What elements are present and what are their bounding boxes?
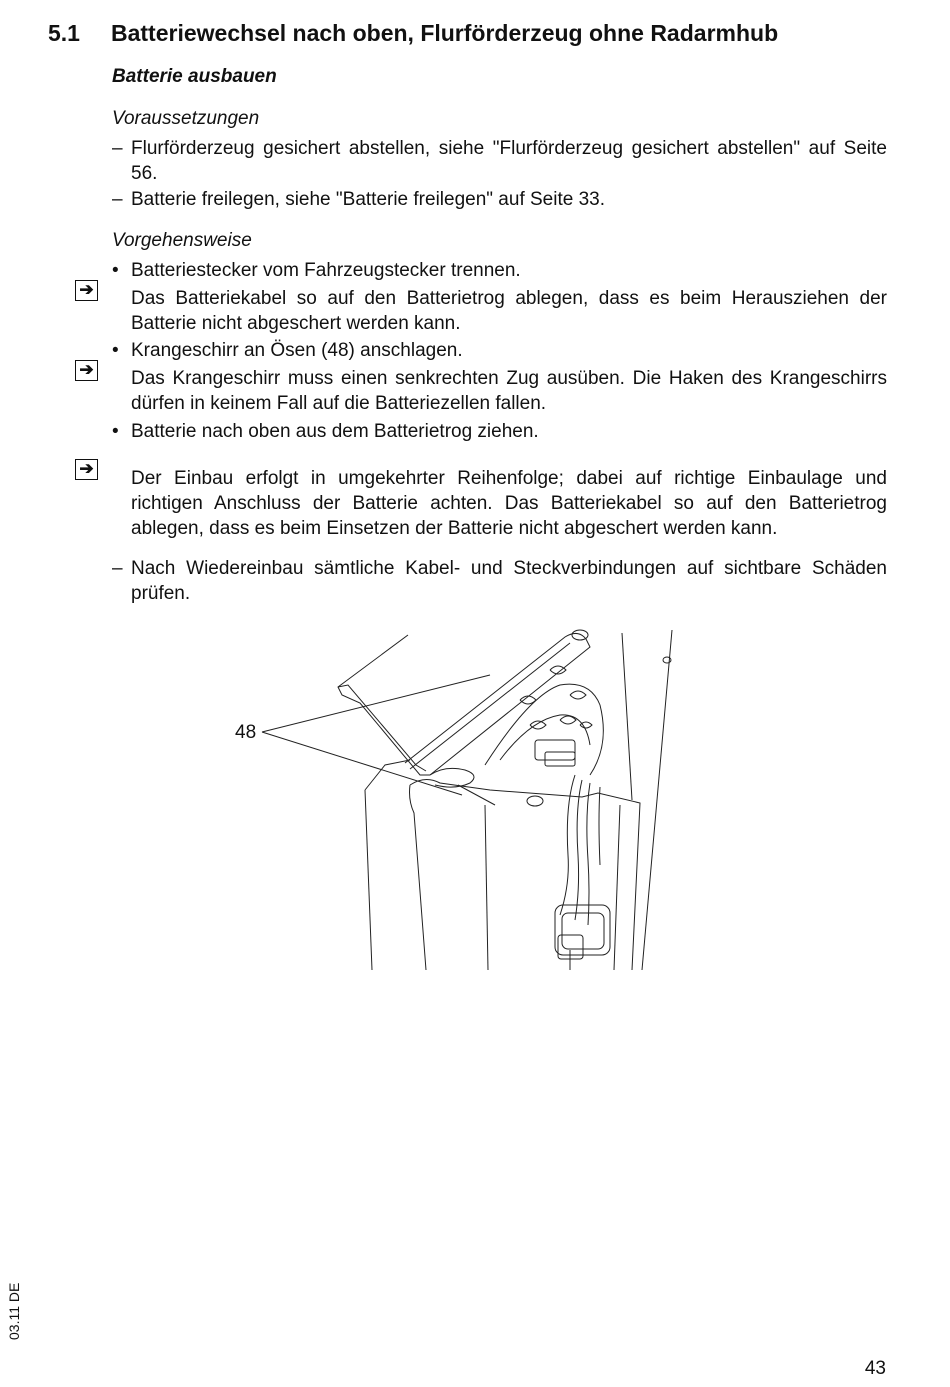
step-text: Batteriestecker vom Fahrzeugstecker trennen. [131, 260, 521, 281]
note-arrow-icon: ➔ [75, 360, 98, 381]
bullet-marker: • [112, 421, 119, 442]
step-text: Krangeschirr an Ösen (48) anschlagen. [131, 340, 463, 361]
prerequisite-text: Flurförderzeug gesichert abstellen, siehe "Flurförderzeug gesichert abstellen" auf Seite 56. [131, 138, 887, 184]
dash-marker: – [112, 558, 123, 579]
subheading: Batterie ausbauen [112, 66, 277, 87]
note-text: Das Batteriekabel so auf den Batterietrog ablegen, dass es beim Herausziehen der Batterie nicht abgeschert werden kann. [131, 288, 887, 334]
step-text: Batterie nach oben aus dem Batterietrog ziehen. [131, 421, 539, 442]
prerequisite-item [112, 187, 887, 212]
prerequisite-item [112, 136, 887, 186]
final-check-text: Nach Wiedereinbau sämtliche Kabel- und Steckverbindungen auf sichtbare Schäden prüfen. [131, 558, 887, 604]
section-heading [48, 20, 778, 47]
callout-label: 48 [235, 722, 257, 743]
battery-drawing [230, 625, 690, 970]
note-arrow-icon: ➔ [75, 280, 98, 301]
prerequisites-label: Voraussetzungen [112, 108, 260, 129]
procedure-step [112, 338, 887, 363]
section-number: 5.1 [48, 20, 80, 46]
note-text: Das Krangeschirr muss einen senkrechten Zug ausüben. Die Haken des Krangeschirrs dürfen in keinem Fall auf die Batteriezellen fallen. [131, 368, 887, 414]
procedure-label: Vorgehensweise [112, 230, 252, 251]
note-text: Der Einbau erfolgt in umgekehrter Reihenfolge; dabei auf richtige Einbaulage und richtigen Anschluss der Batterie achten. Das Batteriekabel so auf den Batterietrog ablegen, dass es beim Einsetzen der Batterie nicht abgeschert werden kann. [131, 468, 887, 539]
page-number: 43 [864, 1358, 886, 1379]
final-check-item [112, 556, 887, 606]
bullet-marker: • [112, 260, 119, 281]
note-arrow-icon: ➔ [75, 459, 98, 480]
dash-marker: – [112, 189, 123, 210]
prerequisite-text: Batterie freilegen, siehe "Batterie freilegen" auf Seite 33. [131, 189, 605, 210]
procedure-step [112, 419, 887, 444]
bullet-marker: • [112, 340, 119, 361]
procedure-step [112, 258, 887, 283]
battery-illustration [230, 625, 690, 970]
dash-marker: – [112, 138, 123, 159]
section-title: Batteriewechsel nach oben, Flurförderzeug ohne Radarmhub [111, 20, 779, 46]
footer-date-code: 03.11 DE [6, 1282, 22, 1340]
